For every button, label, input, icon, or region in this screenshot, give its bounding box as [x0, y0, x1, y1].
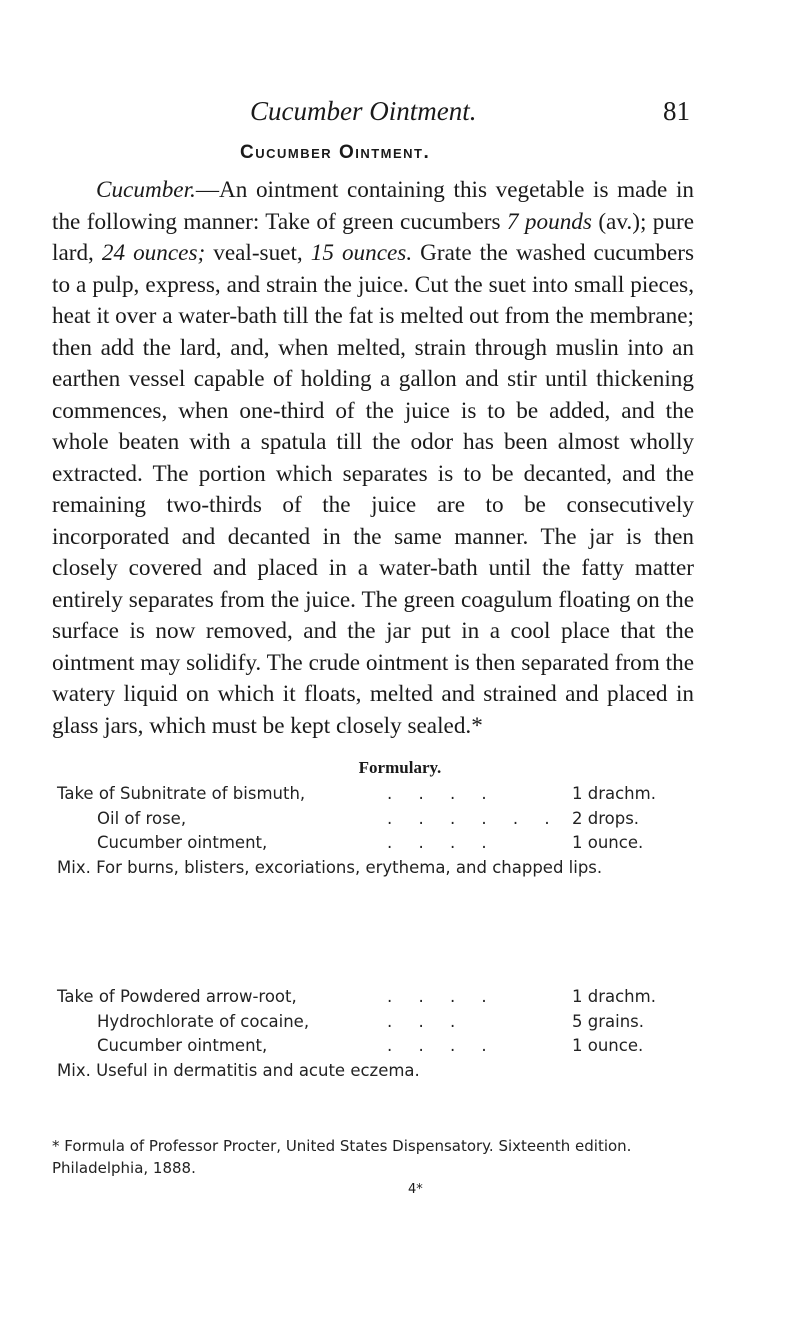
body-text-4: Grate the washed cucumbers to a pulp, express, and strain the juice. Cut the suet into small pieces, heat it over a water-bath till the fat is melted out from the membrane; then add the lard, and, when melted, strain through muslin into an earthen vessel capable of holding a gallon and stir until thickening commences, when one-third of the juice is to be added, and the whole beaten with a spatula till the odor has been almost wholly extracted. The portion which separates is to be decanted, and the remaining two-thirds of the juice are to be consecutively incorporated and decanted in the same manner. The jar is then closely covered and placed in a water-bath until the fatty matter entirely separates from the juice. The green coagulum floating on the surface is now removed, and the jar put in a cool place that the ointment may solidify. The crude ointment is then separated from the watery liquid on which it floats, melted and strained and placed in glass jars, which must be kept closely sealed.*	[52, 240, 694, 739]
body-text-1: —An ointment containing this vegetable is made in the following manner: Take of green cucumbers	[52, 177, 694, 235]
footnote: * Formula of Professor Procter, United States Dispensatory. Sixteenth edition. Philadelphia, 1888.	[52, 1137, 632, 1177]
running-title: Cucumber Ointment.	[250, 96, 477, 126]
formula-row	[57, 985, 687, 1008]
quantity-cucumbers: 7 pounds	[506, 208, 592, 235]
leader-dots: . . . . . .	[387, 808, 550, 828]
ingredient-quantity: 5 grains.	[572, 1011, 644, 1031]
body-text-2: (av.); pure lard,	[52, 208, 694, 266]
mix-instructions: Mix. Useful in dermatitis and acute eczema.	[57, 1060, 420, 1080]
ingredient-label: Hydrochlorate of cocaine,	[97, 1011, 310, 1031]
ingredient-label: Take of Powdered arrow-root,	[57, 987, 297, 1006]
ingredient-label: Take of Subnitrate of bismuth,	[57, 784, 306, 803]
ingredient-label: Oil of rose,	[97, 808, 187, 828]
signature-mark: 4*	[408, 1182, 423, 1197]
formula-row	[57, 782, 687, 805]
ingredient-quantity: 1 ounce.	[572, 833, 644, 852]
leader-dots: . . . .	[387, 833, 487, 852]
ingredient-quantity: 1 ounce.	[572, 1036, 644, 1055]
ingredient-label: Cucumber ointment,	[97, 1036, 268, 1055]
formula-row	[57, 807, 687, 830]
formula-2	[57, 985, 687, 1082]
ingredient-quantity: 1 drachm.	[572, 784, 656, 803]
mix-instructions: Mix. For burns, blisters, excoriations, erythema, and chapped lips.	[57, 857, 603, 877]
lead-term: Cucumber.	[96, 177, 196, 203]
section-title: Cucumber Ointment.	[240, 142, 431, 163]
formula-row	[57, 1034, 687, 1057]
formula-1	[57, 782, 687, 879]
formulary-title: Formulary.	[358, 758, 442, 777]
body-text-3: veal-suet,	[205, 240, 311, 266]
formula-row	[57, 831, 687, 854]
ingredient-label: Cucumber ointment,	[97, 833, 268, 852]
ingredient-quantity: 1 drachm.	[572, 987, 656, 1006]
leader-dots: . . . .	[387, 1036, 487, 1055]
page-number: 81	[663, 96, 690, 126]
running-head	[250, 94, 690, 128]
quantity-lard: 24 ounces;	[101, 240, 206, 266]
body-paragraph	[52, 175, 694, 742]
ingredient-quantity: 2 drops.	[572, 808, 640, 828]
leader-dots: . . . .	[387, 987, 487, 1006]
quantity-suet: 15 ounces.	[310, 240, 413, 266]
leader-dots: . . . .	[387, 784, 487, 803]
leader-dots: . . .	[387, 1011, 456, 1031]
formula-row	[57, 1010, 687, 1033]
